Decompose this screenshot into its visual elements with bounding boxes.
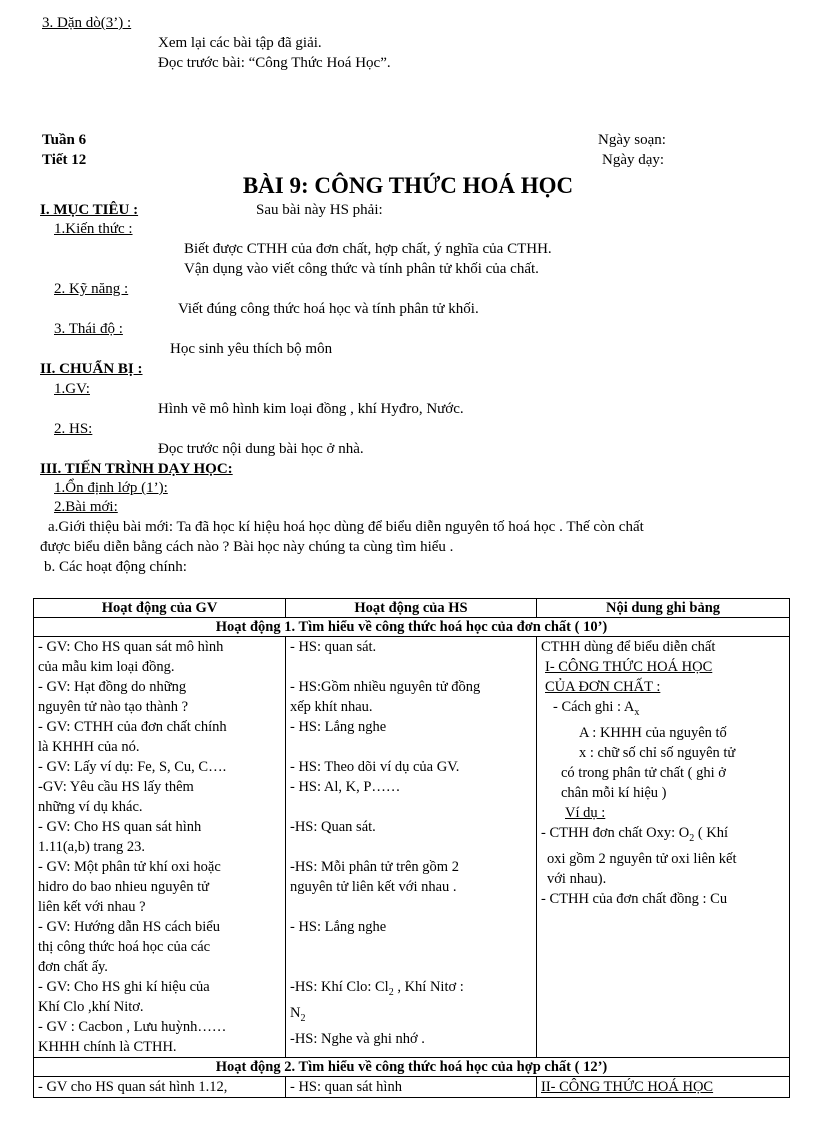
nd-section-heading-2: CỦA ĐƠN CHẤT :: [545, 679, 661, 695]
week-label: Tuần 6: [42, 132, 87, 148]
hs-line: - HS: Lắng nghe: [290, 719, 387, 735]
teacher-activities-2: [34, 1077, 286, 1098]
teacher-prep-heading: 1.GV:: [54, 381, 90, 397]
nd-line: x : chữ số chỉ số nguyên tử: [579, 744, 736, 761]
nd-line: chân mỗi kí hiệu ): [561, 784, 667, 801]
board-content-2: [537, 1077, 790, 1098]
hs-line-clo: -HS: Khí Clo: $Cl_2$ , Khí Nitơ :: [290, 979, 464, 998]
table-header-row: [34, 599, 790, 618]
procedure-heading: III. TIẾN TRÌNH DẠY HỌC:: [40, 461, 233, 477]
knowledge-heading: 1.Kiến thức :: [54, 221, 133, 237]
nd-section-heading: I- CÔNG THỨC HOÁ HỌC: [545, 659, 713, 675]
lesson-table: [33, 598, 790, 1098]
prep-date-label: Ngày soạn:: [598, 132, 666, 148]
activity-2-content-row: [34, 1077, 790, 1098]
gv-line: -GV: Yêu cầu HS lấy thêm: [38, 779, 194, 795]
hs-line: -HS: Quan sát.: [290, 819, 376, 835]
header-board: Nội dung ghi bảng: [537, 599, 790, 618]
header-teacher: Hoạt động của GV: [34, 599, 286, 618]
gv-line: thị công thức hoá học của các: [38, 939, 211, 955]
hs-line: -HS: Nghe và ghi nhớ .: [290, 1030, 425, 1047]
gv-line: nguyên tử nào tạo thành ?: [38, 699, 188, 715]
gv-line: KHHH chính là CTHH.: [38, 1039, 177, 1055]
skills-line: Viết đúng công thức hoá học và tính phân tử khối.: [178, 301, 479, 317]
gv-line: - GV: Hướng dẫn HS cách biểu: [38, 919, 220, 935]
gv-line: đơn chất ấy.: [38, 959, 108, 975]
gv-line: - GV: CTHH của đơn chất chính: [38, 719, 227, 735]
header-student: Hoạt động của HS: [286, 599, 537, 618]
hs-line: - HS: quan sát.: [290, 639, 377, 655]
teacher-prep-line: Hình vẽ mô hình kim loại đồng , khí Hyđro, Nước.: [158, 401, 464, 417]
student-activities-2: [286, 1077, 537, 1098]
gv-line: - GV: Một phân tử khí oxi hoặc: [38, 859, 221, 875]
gv-line: hidro do bao nhieu nguyên tử: [38, 879, 209, 895]
gv-line: - GV : Cacbon , Lưu huỳnh……: [38, 1019, 227, 1035]
step-stabilize: 1.Ổn định lớp (1’):: [54, 480, 168, 496]
nd-oxygen-line: - CTHH đơn chất Oxy: $O_2$ ( Khí: [541, 824, 729, 844]
hs-line: - HS: quan sát hình: [290, 1079, 402, 1095]
attitude-line: Học sinh yêu thích bộ môn: [170, 341, 333, 357]
student-prep-line: Đọc trước nội dung bài học ở nhà.: [158, 441, 364, 457]
hs-line: -HS: Mỗi phân tử trên gồm 2: [290, 859, 459, 875]
homework-line-1: Xem lại các bài tập đã giải.: [158, 35, 322, 51]
gv-line: 1.11(a,b) trang 23.: [38, 839, 145, 855]
step-new-lesson: 2.Bài mới:: [54, 499, 118, 515]
intro-line-1: a.Giới thiệu bài mới: Ta đã học kí hiệu hoá học dùng để biểu diễn nguyên tố hoá học . Thế còn chất: [48, 519, 644, 535]
nd-line: CTHH dùng để biểu diễn chất: [541, 639, 716, 655]
student-activities-1: [286, 637, 537, 1058]
board-content-1: [537, 637, 790, 1058]
gv-line: - GV: Cho HS ghi kí hiệu của: [38, 979, 210, 995]
period-label: Tiết 12: [42, 152, 87, 168]
hs-line: - HS:Gồm nhiều nguyên tử đồng: [290, 679, 481, 695]
activity-1-row: [34, 618, 790, 637]
hs-line: nguyên tử liên kết với nhau .: [290, 879, 457, 895]
nd-line: - CTHH của đơn chất đồng : Cu: [541, 890, 728, 907]
gv-line: Khí Clo ,khí Nitơ.: [38, 999, 144, 1015]
activity-2-title: Hoạt động 2. Tìm hiểu về công thức hoá học của hợp chất ( 12’): [34, 1058, 790, 1077]
knowledge-line-2: Vận dụng vào viết công thức và tính phân tử khối của chất.: [184, 261, 539, 277]
hs-line: xếp khít nhau.: [290, 699, 373, 715]
objectives-intro: Sau bài này HS phải:: [256, 202, 383, 218]
gv-line: - GV: Lấy ví dụ: Fe, S, Cu, C….: [38, 759, 227, 775]
gv-line: liên kết với nhau ?: [38, 899, 146, 915]
preparation-heading: II. CHUẨN BỊ :: [40, 361, 143, 377]
activity-1-content-row: [34, 637, 790, 1058]
nd-notation: - Cách ghi : $A_x$: [553, 699, 640, 718]
gv-line: - GV: Hạt đồng do những: [38, 679, 187, 695]
nd-section-heading-compound: II- CÔNG THỨC HOÁ HỌC: [541, 1079, 714, 1095]
activity-2-row: [34, 1058, 790, 1077]
homework-heading: 3. Dặn dò(3’) :: [42, 15, 132, 31]
hs-line-nito: $N_2$: [290, 1004, 306, 1024]
hs-line: - HS: Lắng nghe: [290, 919, 387, 935]
gv-line: - GV: Cho HS quan sát hình: [38, 819, 202, 835]
gv-line: - GV cho HS quan sát hình 1.12,: [38, 1079, 228, 1095]
gv-line: của mẫu kim loại đồng.: [38, 659, 175, 675]
gv-line: là KHHH của nó.: [38, 739, 140, 755]
objectives-heading: I. MỤC TIÊU :: [40, 202, 139, 218]
skills-heading: 2. Kỹ năng :: [54, 281, 129, 297]
hs-line: - HS: Theo dõi ví dụ của GV.: [290, 759, 460, 775]
activity-1-title: Hoạt động 1. Tìm hiểu về công thức hoá học của đơn chất ( 10’): [34, 618, 790, 637]
homework-line-2: Đọc trước bài: “Công Thức Hoá Học”.: [158, 55, 391, 71]
nd-line: với nhau).: [547, 870, 607, 887]
attitude-heading: 3. Thái độ :: [54, 321, 123, 337]
gv-line: những ví dụ khác.: [38, 799, 143, 815]
nd-example-heading: Ví dụ :: [565, 804, 606, 821]
intro-line-2: được biểu diễn bằng cách nào ? Bài học này chúng ta cùng tìm hiểu .: [40, 539, 454, 555]
knowledge-line-1: Biết được CTHH của đơn chất, hợp chất, ý nghĩa của CTHH.: [184, 241, 552, 257]
hs-line: - HS: Al, K, P……: [290, 779, 401, 795]
student-prep-heading: 2. HS:: [54, 421, 93, 437]
gv-line: - GV: Cho HS quan sát mô hình: [38, 639, 224, 655]
teach-date-label: Ngày dạy:: [602, 152, 665, 168]
nd-line: oxi gồm 2 nguyên tử oxi liên kết: [547, 850, 737, 867]
lesson-title: BÀI 9: CÔNG THỨC HOÁ HỌC: [242, 173, 574, 198]
nd-line: có trong phân tử chất ( ghi ở: [561, 764, 726, 781]
main-activities-label: b. Các hoạt động chính:: [44, 559, 187, 575]
nd-line: A : KHHH của nguyên tố: [579, 724, 727, 741]
teacher-activities-1: [34, 637, 286, 1058]
